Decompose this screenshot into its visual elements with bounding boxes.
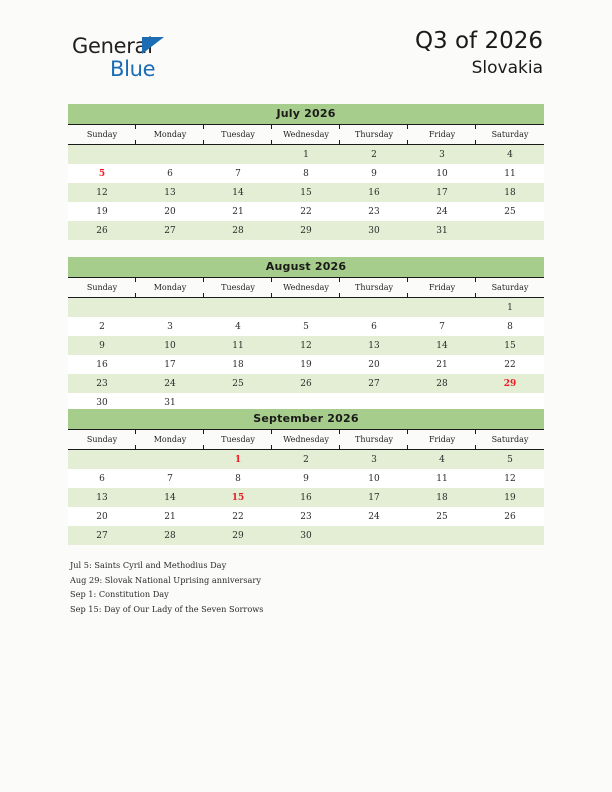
calendar-week-row — [68, 469, 544, 488]
calendar-week-row — [68, 164, 544, 183]
weekday-header-thursday: Thursday — [340, 430, 408, 450]
weekday-header-tuesday: Tuesday — [204, 430, 272, 450]
calendar-day-september-28[interactable]: 28 — [136, 526, 204, 545]
calendar-day-empty — [204, 145, 272, 165]
calendar-week-row — [68, 507, 544, 526]
calendar-day-august-13[interactable]: 13 — [340, 336, 408, 355]
calendar-day-august-23[interactable]: 23 — [68, 374, 136, 393]
calendar-day-july-7[interactable]: 7 — [204, 164, 272, 183]
calendar-day-july-23[interactable]: 23 — [340, 202, 408, 221]
weekday-header-row — [68, 125, 544, 145]
calendar-day-september-27[interactable]: 27 — [68, 526, 136, 545]
calendar-day-september-13[interactable]: 13 — [68, 488, 136, 507]
calendar-day-august-26[interactable]: 26 — [272, 374, 340, 393]
calendar-day-september-21[interactable]: 21 — [136, 507, 204, 526]
weekday-header-sunday: Sunday — [68, 278, 136, 298]
calendar-day-september-11[interactable]: 11 — [408, 469, 476, 488]
calendar-day-july-6[interactable]: 6 — [136, 164, 204, 183]
calendar-day-august-3[interactable]: 3 — [136, 317, 204, 336]
calendar-day-july-5[interactable]: 5 — [68, 164, 136, 183]
calendar-day-september-29[interactable]: 29 — [204, 526, 272, 545]
calendar-day-september-15[interactable]: 15 — [204, 488, 272, 507]
calendar-week-row — [68, 202, 544, 221]
weekday-header-tuesday: Tuesday — [204, 125, 272, 145]
weekday-header-row — [68, 278, 544, 298]
calendar-day-august-14[interactable]: 14 — [408, 336, 476, 355]
calendar-week-row — [68, 526, 544, 545]
calendar-day-august-9[interactable]: 9 — [68, 336, 136, 355]
calendar-day-september-4[interactable]: 4 — [408, 450, 476, 470]
weekday-header-monday: Monday — [136, 278, 204, 298]
calendar-day-august-20[interactable]: 20 — [340, 355, 408, 374]
calendar-day-august-19[interactable]: 19 — [272, 355, 340, 374]
calendar-day-august-2[interactable]: 2 — [68, 317, 136, 336]
calendar-day-august-17[interactable]: 17 — [136, 355, 204, 374]
calendar-day-july-3[interactable]: 3 — [408, 145, 476, 165]
calendar-day-july-29[interactable]: 29 — [272, 221, 340, 240]
calendar-day-july-15[interactable]: 15 — [272, 183, 340, 202]
calendar-day-empty — [476, 221, 544, 240]
calendar-day-september-16[interactable]: 16 — [272, 488, 340, 507]
calendar-day-september-19[interactable]: 19 — [476, 488, 544, 507]
calendar-day-august-1[interactable]: 1 — [476, 298, 544, 318]
calendar-day-august-21[interactable]: 21 — [408, 355, 476, 374]
holiday-note: Sep 1: Constitution Day — [70, 589, 169, 600]
holiday-note: Jul 5: Saints Cyril and Methodius Day — [70, 560, 227, 570]
month-title-september: September 2026 — [68, 409, 544, 429]
calendar-day-september-22[interactable]: 22 — [204, 507, 272, 526]
calendar-day-july-14[interactable]: 14 — [204, 183, 272, 202]
calendar-table-september — [68, 429, 544, 545]
calendar-day-july-30[interactable]: 30 — [340, 221, 408, 240]
calendar-day-september-24[interactable]: 24 — [340, 507, 408, 526]
brand-triangle-icon — [142, 37, 164, 54]
calendar-day-september-18[interactable]: 18 — [408, 488, 476, 507]
calendar-day-july-11[interactable]: 11 — [476, 164, 544, 183]
weekday-header-wednesday: Wednesday — [272, 430, 340, 450]
month-title-august: August 2026 — [68, 257, 544, 277]
calendar-day-empty — [408, 298, 476, 318]
calendar-day-empty — [68, 450, 136, 470]
calendar-day-august-8[interactable]: 8 — [476, 317, 544, 336]
calendar-table-july — [68, 124, 544, 240]
calendar-day-august-15[interactable]: 15 — [476, 336, 544, 355]
calendar-day-september-25[interactable]: 25 — [408, 507, 476, 526]
calendar-day-september-9[interactable]: 9 — [272, 469, 340, 488]
holiday-notes-list — [70, 558, 540, 616]
title-block — [415, 26, 543, 80]
calendar-day-july-19[interactable]: 19 — [68, 202, 136, 221]
weekday-header-sunday: Sunday — [68, 125, 136, 145]
weekday-header-friday: Friday — [408, 430, 476, 450]
weekday-header-row — [68, 430, 544, 450]
calendar-day-september-3[interactable]: 3 — [340, 450, 408, 470]
calendar-day-empty — [204, 298, 272, 318]
calendar-day-august-11[interactable]: 11 — [204, 336, 272, 355]
calendar-day-empty — [136, 450, 204, 470]
calendar-day-empty — [408, 526, 476, 545]
calendar-week-row — [68, 317, 544, 336]
calendar-day-august-31[interactable]: 31 — [136, 393, 204, 412]
month-block-july — [68, 104, 544, 240]
calendar-day-july-13[interactable]: 13 — [136, 183, 204, 202]
weekday-header-saturday: Saturday — [476, 430, 544, 450]
weekday-header-wednesday: Wednesday — [272, 125, 340, 145]
holiday-note: Aug 29: Slovak National Uprising anniversary — [70, 574, 261, 585]
calendar-day-september-26[interactable]: 26 — [476, 507, 544, 526]
page-subtitle: Slovakia — [471, 58, 543, 78]
calendar-day-july-21[interactable]: 21 — [204, 202, 272, 221]
calendar-day-august-24[interactable]: 24 — [136, 374, 204, 393]
calendar-day-august-18[interactable]: 18 — [204, 355, 272, 374]
calendar-day-july-2[interactable]: 2 — [340, 145, 408, 165]
month-block-august — [68, 257, 544, 412]
calendar-day-september-8[interactable]: 8 — [204, 469, 272, 488]
calendar-day-empty — [272, 298, 340, 318]
calendar-day-august-10[interactable]: 10 — [136, 336, 204, 355]
calendar-week-row — [68, 145, 544, 165]
calendar-day-september-23[interactable]: 23 — [272, 507, 340, 526]
weekday-header-wednesday: Wednesday — [272, 278, 340, 298]
calendar-day-august-16[interactable]: 16 — [68, 355, 136, 374]
calendar-day-september-5[interactable]: 5 — [476, 450, 544, 470]
weekday-header-saturday: Saturday — [476, 278, 544, 298]
weekday-header-tuesday: Tuesday — [204, 278, 272, 298]
calendar-day-july-1[interactable]: 1 — [272, 145, 340, 165]
weekday-header-thursday: Thursday — [340, 125, 408, 145]
calendar-week-row — [68, 355, 544, 374]
calendar-day-july-20[interactable]: 20 — [136, 202, 204, 221]
calendar-day-july-24[interactable]: 24 — [408, 202, 476, 221]
calendar-week-row — [68, 488, 544, 507]
calendar-day-august-25[interactable]: 25 — [204, 374, 272, 393]
calendar-day-empty — [340, 526, 408, 545]
brand-logo — [72, 34, 252, 90]
calendar-day-august-30[interactable]: 30 — [68, 393, 136, 412]
calendar-day-july-8[interactable]: 8 — [272, 164, 340, 183]
calendar-day-september-6[interactable]: 6 — [68, 469, 136, 488]
calendar-day-september-14[interactable]: 14 — [136, 488, 204, 507]
weekday-header-friday: Friday — [408, 125, 476, 145]
holiday-note: Sep 15: Day of Our Lady of the Seven Sorrows — [70, 603, 264, 614]
calendar-day-august-12[interactable]: 12 — [272, 336, 340, 355]
calendar-day-september-17[interactable]: 17 — [340, 488, 408, 507]
calendar-day-september-10[interactable]: 10 — [340, 469, 408, 488]
calendar-day-september-20[interactable]: 20 — [68, 507, 136, 526]
weekday-header-monday: Monday — [136, 430, 204, 450]
calendar-day-empty — [340, 298, 408, 318]
calendar-week-row — [68, 221, 544, 240]
calendar-table-august — [68, 277, 544, 412]
calendar-week-row — [68, 183, 544, 202]
weekday-header-thursday: Thursday — [340, 278, 408, 298]
calendar-day-august-5[interactable]: 5 — [272, 317, 340, 336]
calendar-day-july-10[interactable]: 10 — [408, 164, 476, 183]
calendar-day-july-17[interactable]: 17 — [408, 183, 476, 202]
brand-name-general: General — [72, 34, 153, 58]
calendar-day-empty — [68, 298, 136, 318]
weekday-header-saturday: Saturday — [476, 125, 544, 145]
calendar-week-row — [68, 374, 544, 393]
calendar-day-july-31[interactable]: 31 — [408, 221, 476, 240]
calendar-day-empty — [136, 145, 204, 165]
page-header — [0, 26, 612, 98]
calendar-day-september-1[interactable]: 1 — [204, 450, 272, 470]
calendar-day-august-22[interactable]: 22 — [476, 355, 544, 374]
calendar-day-august-7[interactable]: 7 — [408, 317, 476, 336]
calendar-day-august-4[interactable]: 4 — [204, 317, 272, 336]
calendar-day-september-7[interactable]: 7 — [136, 469, 204, 488]
calendar-day-july-12[interactable]: 12 — [68, 183, 136, 202]
calendar-day-empty — [68, 145, 136, 165]
calendar-week-row — [68, 450, 544, 470]
weekday-header-sunday: Sunday — [68, 430, 136, 450]
calendar-day-august-27[interactable]: 27 — [340, 374, 408, 393]
calendar-day-september-30[interactable]: 30 — [272, 526, 340, 545]
weekday-header-monday: Monday — [136, 125, 204, 145]
brand-name-blue: Blue — [110, 57, 156, 81]
month-block-september — [68, 409, 544, 545]
calendar-day-empty — [136, 298, 204, 318]
calendar-day-july-22[interactable]: 22 — [272, 202, 340, 221]
calendar-day-august-6[interactable]: 6 — [340, 317, 408, 336]
calendar-day-july-27[interactable]: 27 — [136, 221, 204, 240]
calendar-day-august-28[interactable]: 28 — [408, 374, 476, 393]
calendar-day-september-12[interactable]: 12 — [476, 469, 544, 488]
calendar-day-august-29[interactable]: 29 — [476, 374, 544, 393]
calendar-day-september-2[interactable]: 2 — [272, 450, 340, 470]
calendar-week-row — [68, 298, 544, 318]
calendar-day-july-28[interactable]: 28 — [204, 221, 272, 240]
calendar-day-july-25[interactable]: 25 — [476, 202, 544, 221]
calendar-day-july-16[interactable]: 16 — [340, 183, 408, 202]
calendar-week-row — [68, 336, 544, 355]
month-title-july: July 2026 — [68, 104, 544, 124]
weekday-header-friday: Friday — [408, 278, 476, 298]
calendar-day-july-18[interactable]: 18 — [476, 183, 544, 202]
calendar-day-july-26[interactable]: 26 — [68, 221, 136, 240]
page-title: Q3 of 2026 — [414, 28, 543, 54]
calendar-day-july-4[interactable]: 4 — [476, 145, 544, 165]
calendar-day-july-9[interactable]: 9 — [340, 164, 408, 183]
calendar-day-empty — [476, 526, 544, 545]
